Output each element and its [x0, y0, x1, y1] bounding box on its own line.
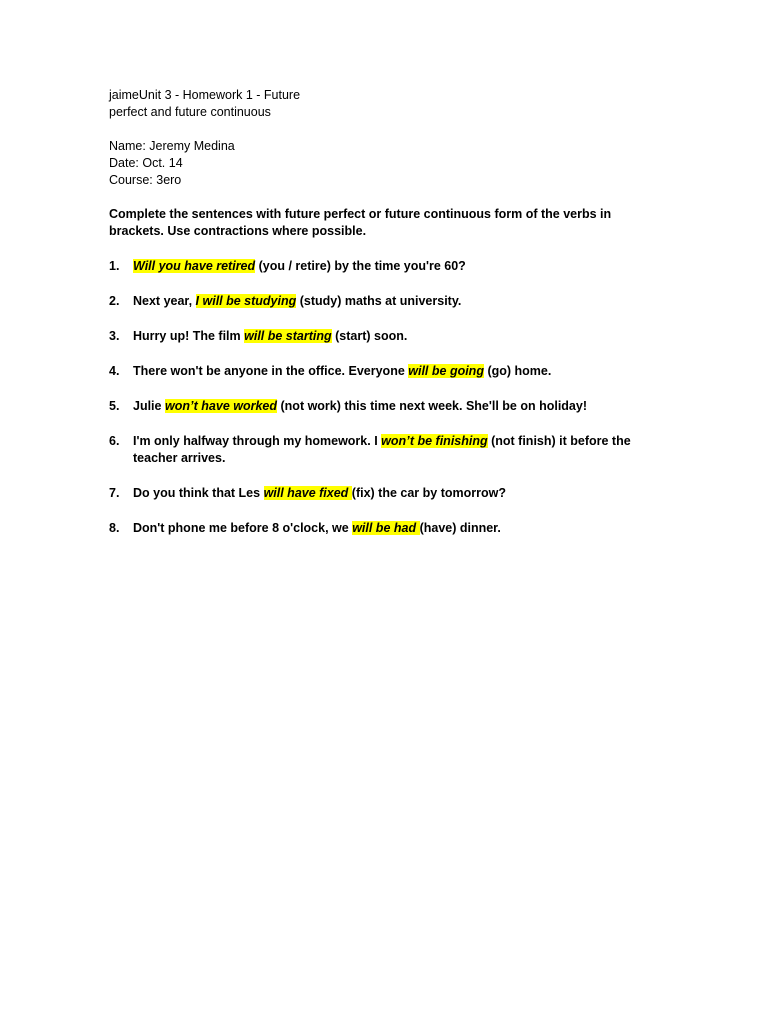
document-title-line-1: jaimeUnit 3 - Homework 1 - Future: [109, 88, 301, 102]
answer-highlight: will have fixed: [263, 486, 352, 500]
item-text-after: (study) maths at university.: [296, 294, 462, 308]
exercise-item-8: [109, 520, 669, 537]
item-number: 8.: [109, 521, 120, 535]
student-info: [109, 138, 669, 189]
document-page: [109, 87, 669, 537]
answer-highlight: won’t have worked: [164, 399, 278, 413]
item-number: 5.: [109, 399, 120, 413]
item-text-after: (not finish) it before the teacher arrives.: [133, 434, 631, 465]
item-text-before: I'm only halfway through my homework. I: [133, 434, 382, 448]
assignment-date: Date: Oct. 14: [109, 156, 183, 170]
item-number: 4.: [109, 364, 120, 378]
document-title-line-2: perfect and future continuous: [109, 105, 271, 119]
answer-highlight: will be starting: [244, 329, 332, 343]
item-number: 6.: [109, 434, 120, 448]
exercise-list: [109, 258, 669, 537]
item-text-after: (you / retire) by the time you're 60?: [255, 259, 466, 273]
answer-highlight: won’t be finishing: [381, 434, 488, 448]
exercise-item-5: [109, 398, 669, 415]
exercise-item-1: [109, 258, 669, 275]
item-number: 3.: [109, 329, 120, 343]
item-text-before: Don't phone me before 8 o'clock, we: [133, 521, 353, 535]
answer-highlight: will be going: [408, 364, 484, 378]
item-text-after: (not work) this time next week. She'll be on holiday!: [277, 399, 587, 413]
item-text-before: There won't be anyone in the office. Everyone: [133, 364, 409, 378]
instructions: Complete the sentences with future perfect or future continuous form of the verbs in brackets. Use contractions where possible.: [109, 207, 612, 238]
item-text-after: (start) soon.: [331, 329, 408, 343]
item-text-before: Next year,: [133, 294, 196, 308]
course-label: Course: 3ero: [109, 173, 182, 187]
student-name: Name: Jeremy Medina: [109, 139, 235, 153]
item-text-after: (have) dinner.: [419, 521, 501, 535]
item-text-before: Hurry up! The film: [133, 329, 245, 343]
item-number: 2.: [109, 294, 120, 308]
item-text-before: Julie: [133, 399, 165, 413]
item-number: 1.: [109, 259, 120, 273]
exercise-item-7: [109, 485, 669, 502]
answer-highlight: will be had: [352, 521, 420, 535]
exercise-item-4: [109, 363, 669, 380]
exercise-item-6: [109, 433, 669, 467]
item-number: 7.: [109, 486, 120, 500]
item-text-after: (fix) the car by tomorrow?: [351, 486, 506, 500]
exercise-item-3: [109, 328, 669, 345]
answer-highlight: Will you have retired: [133, 259, 256, 273]
item-text-after: (go) home.: [483, 364, 552, 378]
answer-highlight: I will be studying: [195, 294, 297, 308]
item-text-before: Do you think that Les: [133, 486, 264, 500]
exercise-item-2: [109, 293, 669, 310]
